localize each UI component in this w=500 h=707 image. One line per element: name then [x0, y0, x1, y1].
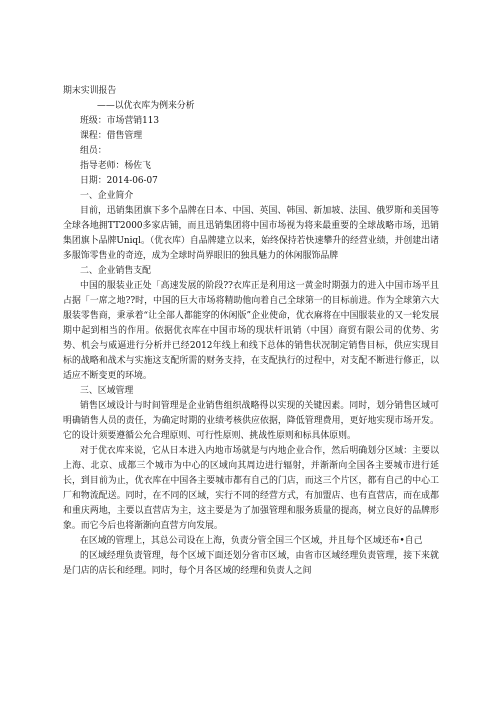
paragraph [63, 399, 439, 444]
report-subtitle: ——以优衣库为例来分析 [97, 101, 195, 111]
paragraph-text: 在区域的管理上，其总公司设在上海，负责分管全国三个区域，并且每个区域还布•自己 [80, 536, 423, 546]
paragraph-text: 销售区域设计与时间管理是企业销售组织战略得以实现的关键因素。同时，划分销售区域可明确销售人员的责任，为确定时期的业绩考核供应依据，降低管理费用，更好地实现市场开发。它的设计须要遵循公允合理原则、可行性原则、挑战性原则和标具体原则。 [63, 401, 439, 441]
date-line: 日期：2014-06-07 [80, 176, 158, 186]
section-heading: 三、区域管理 [80, 386, 134, 396]
advisor-line: 指导老师：杨佐飞 [80, 161, 151, 171]
paragraph [63, 534, 439, 549]
paragraph [63, 549, 439, 579]
members-line: 组员： [80, 146, 107, 156]
report-body [63, 84, 439, 579]
paragraph-text: 对于优衣库来说，它从日本进入内地市场就是与内地企业合作，然后明确划分区域：主要以上海、北京、成都三个城市为中心的区域向其周边进行辐射，并渐渐向全国各主要城市进行延长，到目前为止，优衣库在中国各主要城市都有自己的门店，而这三个片区，都有自己的中心工厂和物流配送。同时，在不同的区域，实行不同的经营方式，有加盟店、也有直营店，而在成都和重庆两地，主要以直营店为主，这主要是为了加强管理和服务质量的提高，树立良好的品牌形象。而它今后也将渐渐向直营方向发展。 [63, 446, 439, 531]
paragraph-text: 中国的服装业正处「高速发展的阶段??衣库正是利用这一黄金时期强力的进入中国市场平且占据「一席之地??时，中国的巨大市场将精助他向着自己全球第一的目标前进。作为全球第六大服装零售商，秉承着“让全部人都能穿的休闲版”企业使命，优衣麻将在中国服装业的又一轮发展期中起到相当的作用。依据优衣库在中国市场的现状杆讯销（中国）商贸有限公司的优势、劣势、机会与威逼进行分析并已经2012年线上和线下总体的销售状况制定销售目标，供应实现目标的战略和战术与实施这支配所需的财务支持，在支配执行的过程中，对支配不断进行修正，以适应不断变更的环境。 [63, 281, 439, 381]
section-heading: 二、企业销售支配 [80, 266, 151, 276]
course-line: 课程：借售管理 [80, 131, 143, 141]
class-line: 班级：市场营销113 [80, 116, 160, 126]
paragraph [63, 204, 439, 264]
report-title: 期末实训报告 [63, 86, 117, 96]
section-heading: 一、企业简介 [80, 191, 134, 201]
paragraph [63, 279, 439, 384]
paragraph [63, 444, 439, 534]
paragraph-text: 目前，迅销集团旗下多个品牌在日本、中国、英国、韩国、新加坡、法国、俄罗斯和美国等全球各地拥TT2000多家店铺，而且迅销集团将中国市场视为将来最重要的全球战略市场，迅销集团旗卜品牌Uniql。（优衣库）自品牌建立以来，始终保持若快速攀升的经营业绩，并创建出诸多服饰零售业的奇迹，成为全球时尚界眼旧的独具魅力的休闲服饰品牌 [63, 206, 439, 261]
paragraph-text: 的区域经理负责管理，每个区域下面还划分省市区域，由省市区域经理负责管理，接下来就是门店的店长和经理。同时，每个月各区域的经理和负责人之间 [63, 551, 439, 576]
